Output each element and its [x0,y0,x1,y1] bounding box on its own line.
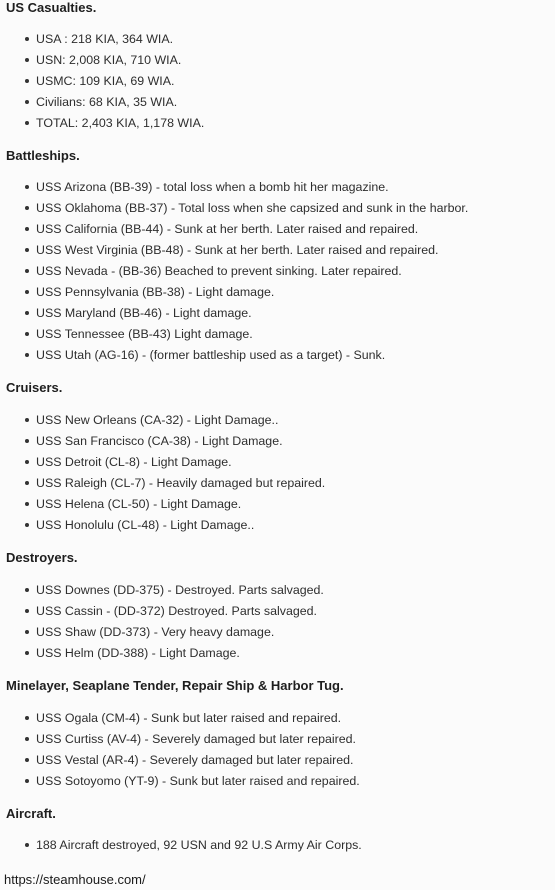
bullet-icon [25,121,29,125]
bullet-icon [25,779,29,783]
bullet-icon [25,227,29,231]
bullet-icon [25,37,29,41]
bullet-icon [25,58,29,62]
section-heading-minelayer-tender-repair-tug: Minelayer, Seaplane Tender, Repair Ship & Harbor Tug. [6,678,344,693]
bullet-icon [25,588,29,592]
bullet-icon [25,502,29,506]
bullet-icon [25,439,29,443]
source-url-link[interactable]: https://steamhouse.com/ [4,872,146,887]
bullet-icon [25,758,29,762]
bullet-icon [25,353,29,357]
bullet-icon [25,737,29,741]
section-heading-us-casualties: US Casualties. [6,0,97,15]
bullet-icon [25,206,29,210]
bullet-icon [25,332,29,336]
bullet-icon [25,185,29,189]
bullet-icon [25,481,29,485]
bullet-icon [25,290,29,294]
section-heading-battleships: Battleships. [6,148,80,163]
bullet-icon [25,843,29,847]
bullet-icon [25,651,29,655]
bullet-icon [25,609,29,613]
section-heading-destroyers: Destroyers. [6,550,78,565]
bullet-icon [25,460,29,464]
section-heading-aircraft: Aircraft. [6,806,56,821]
section-heading-cruisers: Cruisers. [6,380,63,395]
bullet-icon [25,248,29,252]
bullet-icon [25,311,29,315]
bullet-icon [25,418,29,422]
bullet-icon [25,100,29,104]
bullet-icon [25,269,29,273]
bullet-icon [25,716,29,720]
bullet-icon [25,79,29,83]
bullet-icon [25,523,29,527]
bullet-icon [25,630,29,634]
